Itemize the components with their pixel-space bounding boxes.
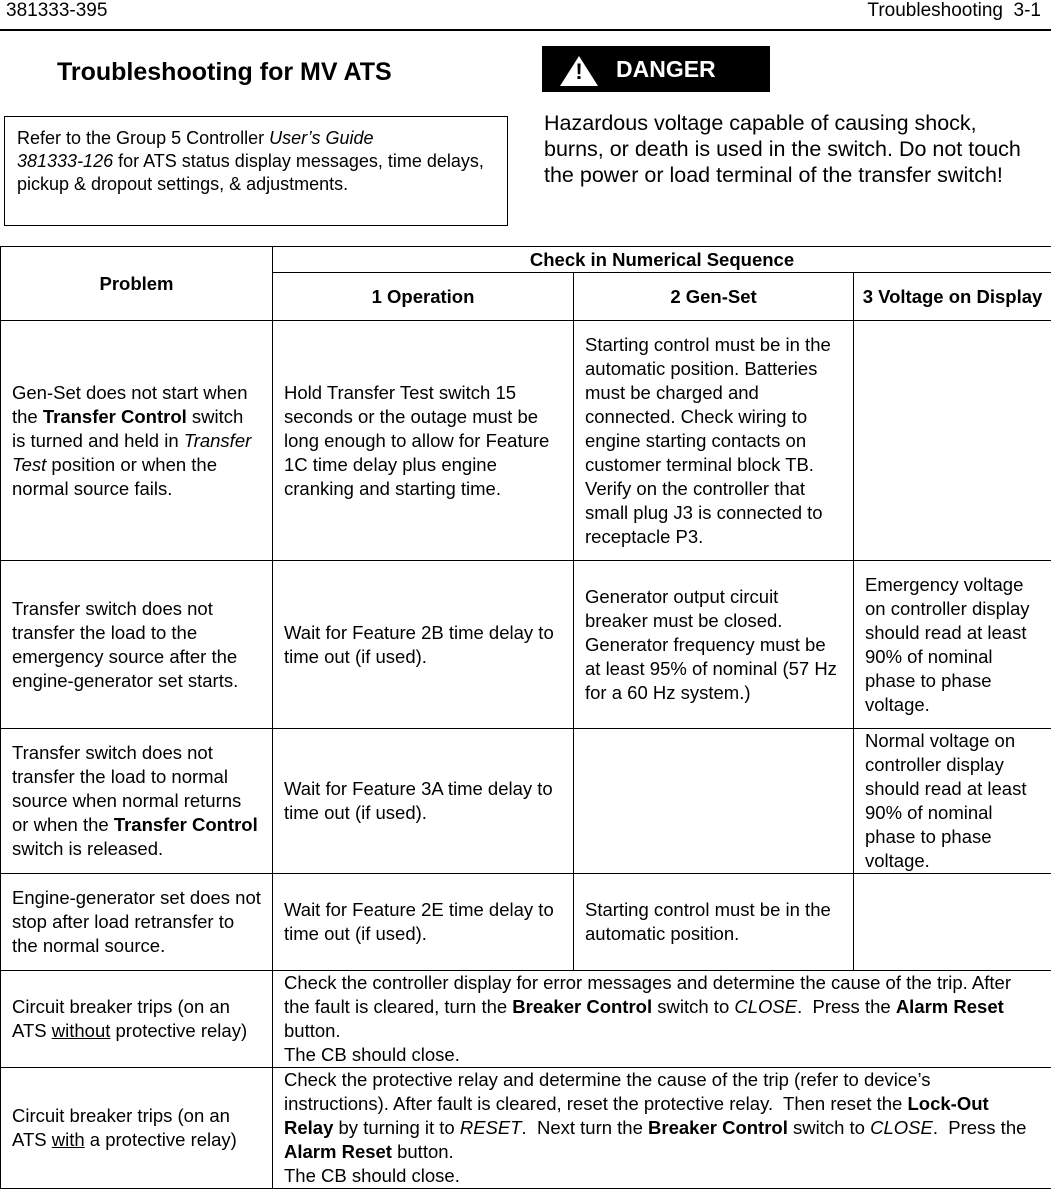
table-row xyxy=(1,561,1051,729)
guide-number: 381333-126 xyxy=(17,151,113,171)
voltage-cell xyxy=(854,321,1051,561)
genset-cell: Generator output circuit breaker must be closed. Generator frequency must be at least 95% of nominal (57 Hz for a 60 Hz system.) xyxy=(574,561,854,729)
problem-header: Problem xyxy=(1,247,273,321)
operation-cell: Wait for Feature 2B time delay to time out (if used). xyxy=(273,561,574,729)
operation-cell: Wait for Feature 3A time delay to time out (if used). xyxy=(273,729,574,874)
page-title: Troubleshooting for MV ATS xyxy=(57,58,392,87)
voltage-cell: Emergency voltage on controller display should read at least 90% of nominal phase to phase voltage. xyxy=(854,561,1051,729)
genset-cell: Starting control must be in the automatic position. Batteries must be charged and connected. Check wiring to engine starting contacts on customer terminal block TB. Verify on the controller that small plug J3 is connected to receptacle P3. xyxy=(574,321,854,561)
reference-text: Refer to the Group 5 Controller xyxy=(17,128,269,148)
table-header-row xyxy=(1,247,1051,273)
genset-header: 2 Gen-Set xyxy=(574,273,854,321)
page-header xyxy=(0,0,1051,31)
table-row xyxy=(1,874,1051,971)
table-row xyxy=(1,729,1051,874)
danger-badge: ! DANGER xyxy=(542,46,770,92)
table-row xyxy=(1,1068,1051,1189)
genset-cell xyxy=(574,729,854,874)
problem-cell: Transfer switch does not transfer the load to normal source when normal returns or when the Transfer Control switch is released. xyxy=(1,729,273,874)
danger-message: Hazardous voltage capable of causing shock, burns, or death is used in the switch. Do not touch the power or load terminal of the transfer switch! xyxy=(544,110,1039,188)
problem-cell: Transfer switch does not transfer the load to the emergency source after the engine-generator set starts. xyxy=(1,561,273,729)
problem-cell: Circuit breaker trips (on an ATS without protective relay) xyxy=(1,971,273,1068)
problem-cell: Gen-Set does not start when the Transfer Control switch is turned and held in Transfer Test position or when the normal source fails. xyxy=(1,321,273,561)
voltage-header: 3 Voltage on Display xyxy=(854,273,1051,321)
operation-cell: Wait for Feature 2E time delay to time out (if used). xyxy=(273,874,574,971)
voltage-cell xyxy=(854,874,1051,971)
action-cell: Check the protective relay and determine the cause of the trip (refer to device’s instructions). After fault is cleared, reset the protective relay. Then reset the Lock-Out Relay by turning it to RESET. Next turn the Breaker Control switch to CLOSE. Press the Alarm Reset button. The CB should close. xyxy=(273,1068,1051,1189)
check-sequence-header: Check in Numerical Sequence xyxy=(273,247,1051,273)
operation-header: 1 Operation xyxy=(273,273,574,321)
table-row xyxy=(1,321,1051,561)
danger-label: DANGER xyxy=(616,55,716,83)
genset-cell: Starting control must be in the automatic position. xyxy=(574,874,854,971)
operation-cell: Hold Transfer Test switch 15 seconds or the outage must be long enough to allow for Feature 1C time delay plus engine cranking and starting time. xyxy=(273,321,574,561)
table-row xyxy=(1,971,1051,1068)
section-page-label: Troubleshooting 3-1 xyxy=(867,0,1041,22)
voltage-cell: Normal voltage on controller display should read at least 90% of nominal phase to phase voltage. xyxy=(854,729,1051,874)
action-cell: Check the controller display for error messages and determine the cause of the trip. After the fault is cleared, turn the Breaker Control switch to CLOSE. Press the Alarm Reset button. The CB should close. xyxy=(273,971,1051,1068)
reference-text-continued: for ATS status display messages, time delays, pickup & dropout settings, & adjustments. xyxy=(17,151,489,194)
document-number: 381333-395 xyxy=(6,0,107,22)
troubleshooting-table xyxy=(0,246,1051,1189)
reference-note-box xyxy=(4,116,508,226)
problem-cell: Circuit breaker trips (on an ATS with a protective relay) xyxy=(1,1068,273,1189)
guide-title: User’s Guide xyxy=(269,128,373,148)
problem-cell: Engine-generator set does not stop after load retransfer to the normal source. xyxy=(1,874,273,971)
